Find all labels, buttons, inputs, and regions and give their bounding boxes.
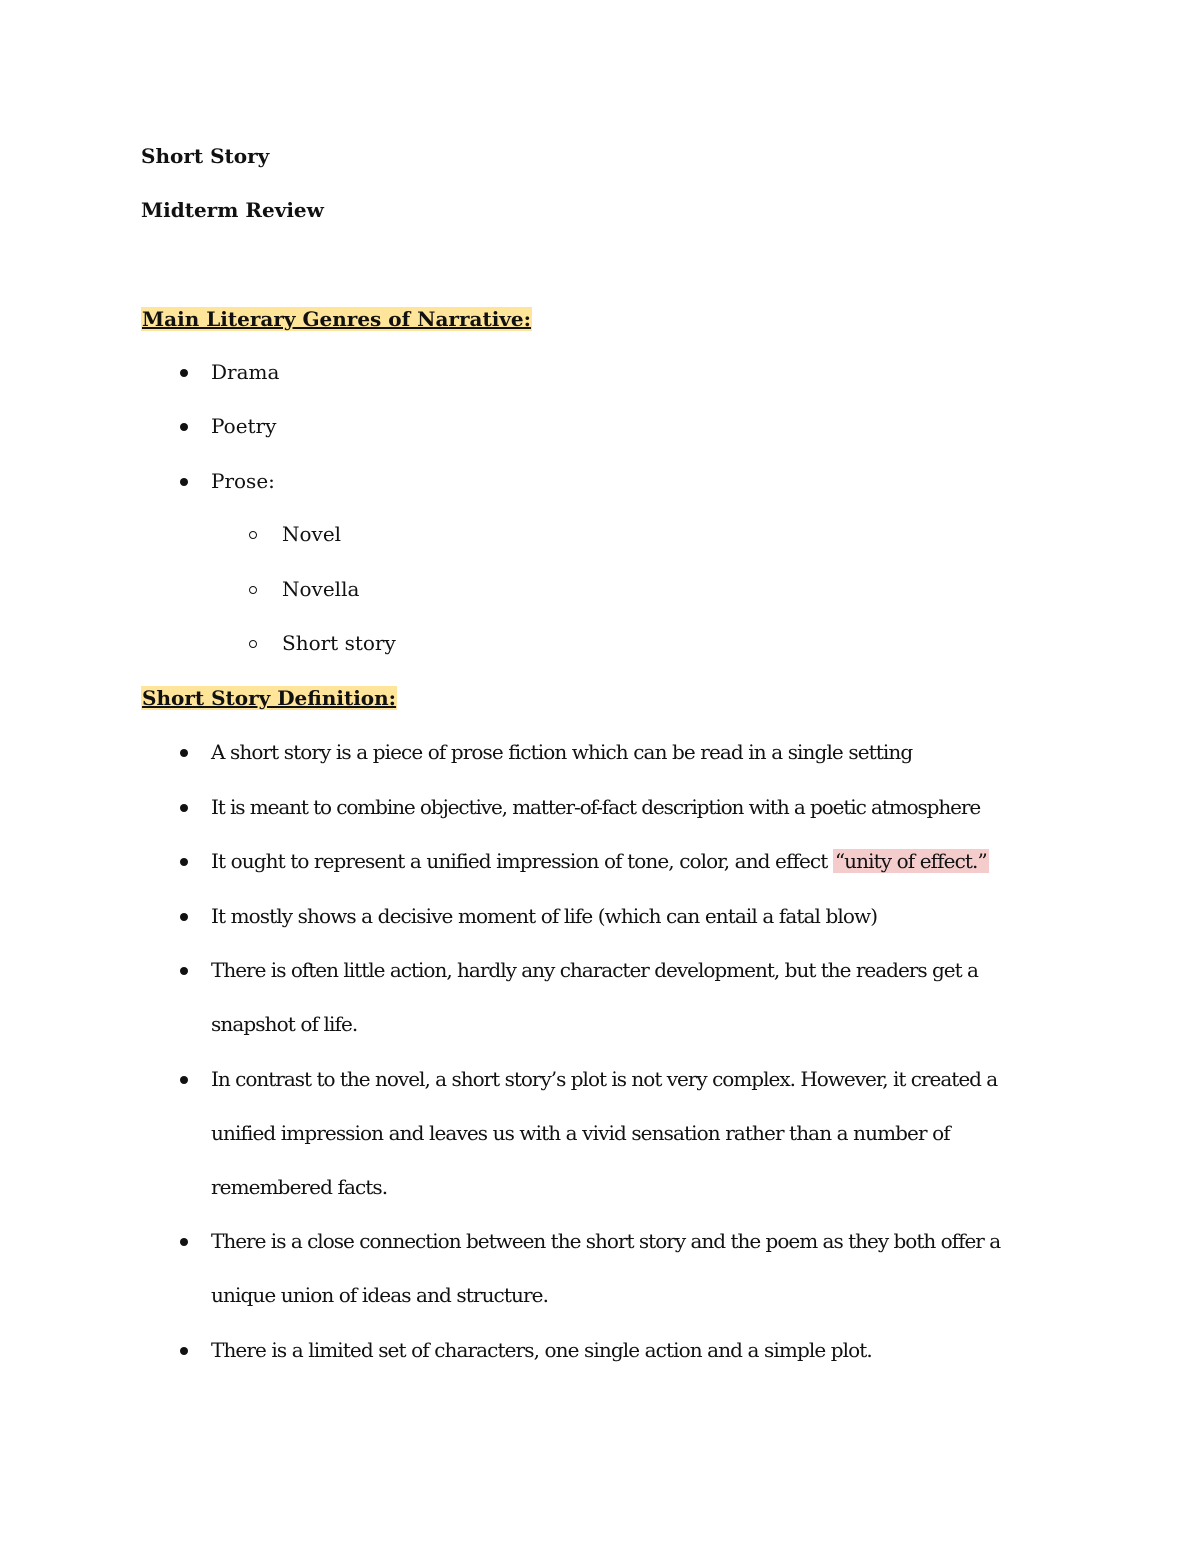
bullet-icon <box>180 967 188 975</box>
bullet-icon <box>180 1238 188 1246</box>
prose-subitem-short-story: Short story <box>282 631 396 655</box>
definition-item-8: There is a limited set of characters, one single action and a simple plot. <box>211 1338 872 1362</box>
genres-heading <box>141 305 532 333</box>
genre-item-drama: Drama <box>211 360 280 384</box>
definition-item-3-text: It ought to represent a unified impression of tone, color, and effect <box>211 849 833 873</box>
definition-item-5-line-1: There is often little action, hardly any character development, but the readers get a <box>211 958 978 982</box>
unity-of-effect-highlight: “unity of effect.” <box>834 849 987 873</box>
definition-item-6-line-1: In contrast to the novel, a short story’s plot is not very complex. However, it created a <box>211 1067 998 1091</box>
definition-item-5-line-2: snapshot of life. <box>211 1012 358 1036</box>
definition-item-1: A short story is a piece of prose fiction which can be read in a single setting <box>211 740 913 764</box>
genre-item-poetry: Poetry <box>211 414 277 438</box>
prose-subitem-novel: Novel <box>282 522 342 546</box>
definition-item-6-line-2: unified impression and leaves us with a vivid sensation rather than a number of <box>211 1121 950 1145</box>
bullet-icon <box>180 913 188 921</box>
hollow-bullet-icon <box>249 586 257 594</box>
definition-heading <box>141 684 397 712</box>
bullet-icon <box>180 749 188 757</box>
definition-item-6-line-3: remembered facts. <box>211 1175 388 1199</box>
bullet-icon <box>180 478 188 486</box>
bullet-icon <box>180 858 188 866</box>
hollow-bullet-icon <box>249 531 257 539</box>
definition-heading-text: Short Story Definition: <box>142 686 397 710</box>
hollow-bullet-icon <box>249 640 257 648</box>
prose-subitem-novella: Novella <box>282 577 360 601</box>
definition-item-2: It is meant to combine objective, matter-of-fact description with a poetic atmosphere <box>211 795 981 819</box>
definition-item-7-line-2: unique union of ideas and structure. <box>211 1283 549 1307</box>
document-subtitle: Midterm Review <box>141 198 324 222</box>
bullet-icon <box>180 804 188 812</box>
bullet-icon <box>180 1347 188 1355</box>
bullet-icon <box>180 369 188 377</box>
genre-item-prose: Prose: <box>211 469 275 493</box>
genres-heading-text: Main Literary Genres of Narrative: <box>142 307 532 331</box>
definition-item-4: It mostly shows a decisive moment of life (which can entail a fatal blow) <box>211 904 878 928</box>
bullet-icon <box>180 423 188 431</box>
document-title: Short Story <box>141 144 270 168</box>
definition-item-7-line-1: There is a close connection between the short story and the poem as they both offer a <box>211 1229 1001 1253</box>
definition-item-3 <box>211 847 989 875</box>
bullet-icon <box>180 1076 188 1084</box>
